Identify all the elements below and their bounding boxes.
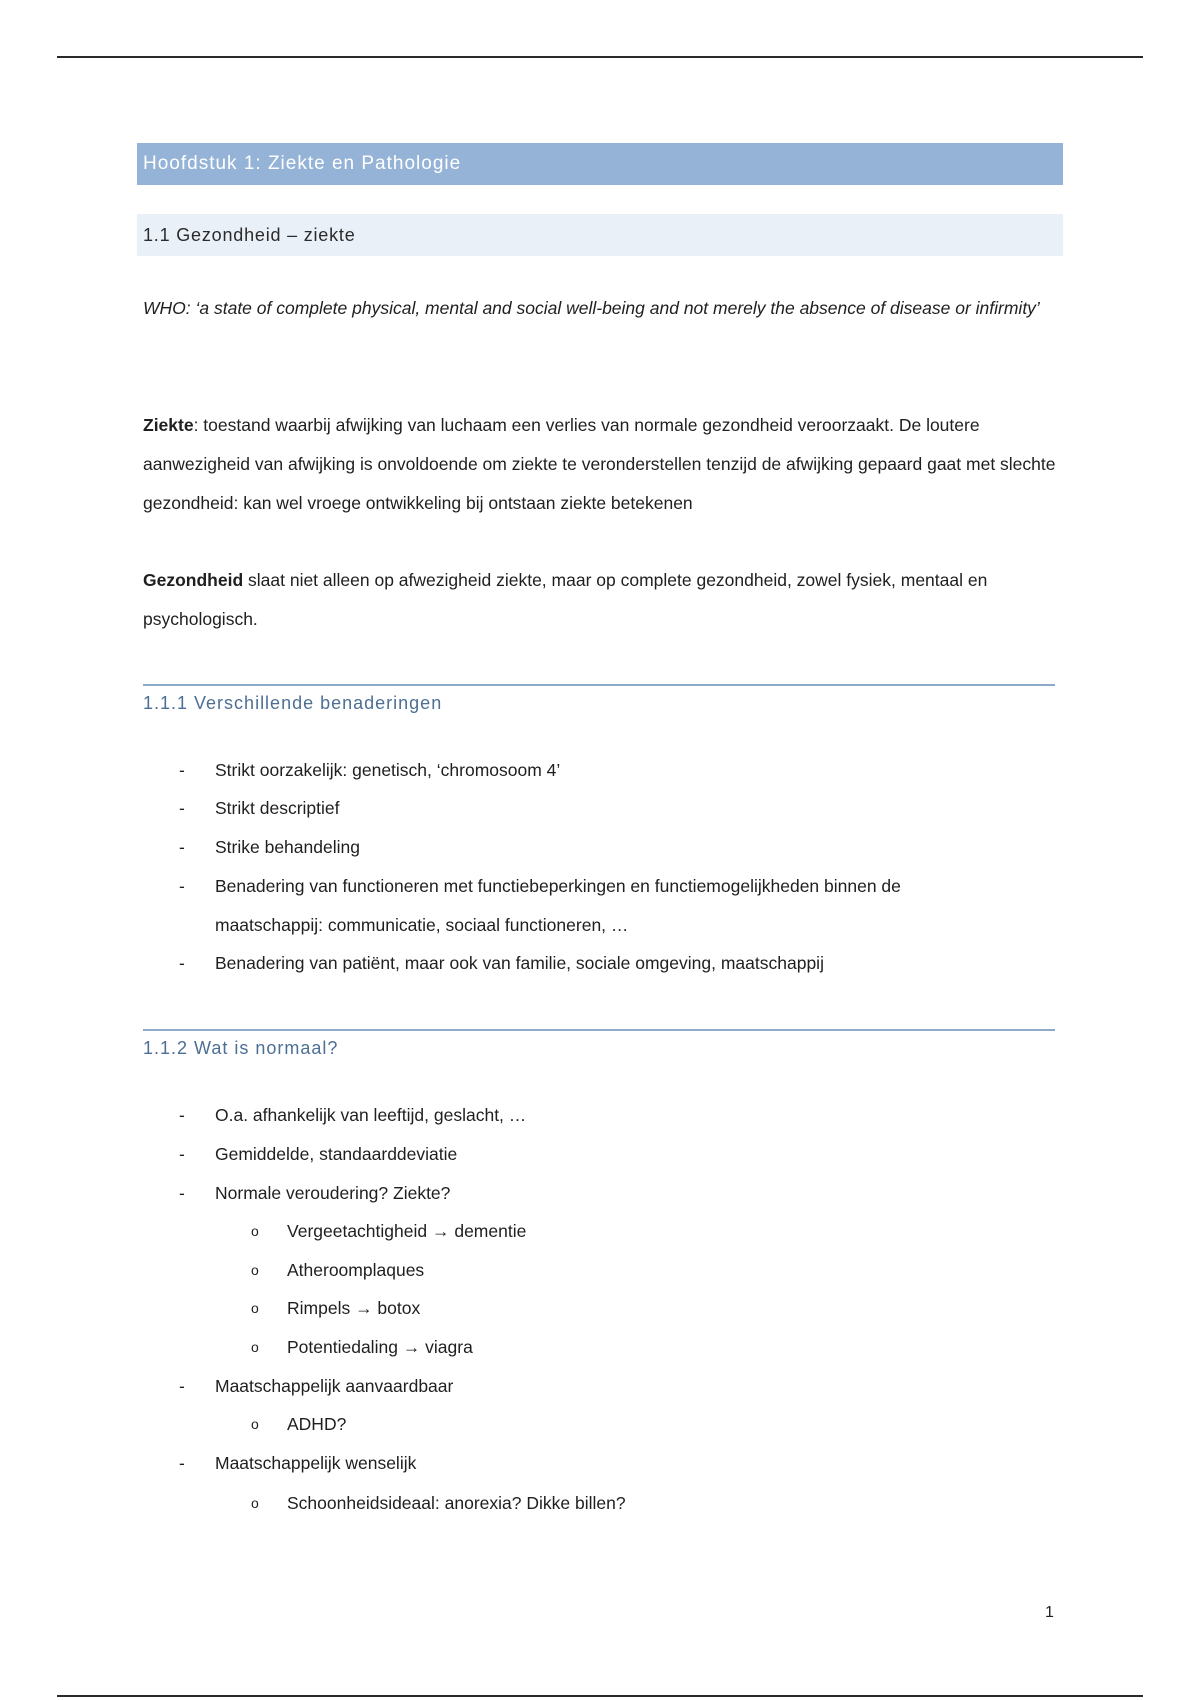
circle-bullet-icon: o bbox=[251, 1262, 259, 1278]
list-dash: - bbox=[179, 1144, 185, 1164]
sub-list-item-text: Potentiedaling → viagra bbox=[287, 1337, 473, 1357]
list-item-text: Maatschappelijk aanvaardbaar bbox=[215, 1376, 454, 1396]
list-dash: - bbox=[179, 1105, 185, 1125]
sub-list-item-text: Vergeetachtigheid → dementie bbox=[287, 1221, 527, 1241]
list-item-text: Normale veroudering? Ziekte? bbox=[215, 1183, 451, 1203]
who-quote bbox=[143, 289, 1063, 328]
circle-bullet-icon: o bbox=[251, 1495, 259, 1511]
list-item-text: O.a. afhankelijk van leeftijd, geslacht, … bbox=[215, 1105, 527, 1125]
list-dash: - bbox=[179, 1376, 185, 1396]
gezondheid-term: Gezondheid bbox=[143, 570, 244, 590]
list-item-text: Maatschappelijk wenselijk bbox=[215, 1453, 417, 1473]
circle-bullet-icon: o bbox=[251, 1223, 259, 1239]
ziekte-definition: : toestand waarbij afwijking van luchaam een verlies van normale gezondheid veroorzaakt. De loutere aanwezigheid van afwijking is onvoldoende om ziekte te veronderstellen tenzijd de afwijking gepaard gaat met slechte gezondheid: kan wel vroege ontwikkeling bij ontstaan ziekte betekenen bbox=[143, 415, 1056, 513]
circle-bullet-icon: o bbox=[251, 1416, 259, 1432]
circle-bullet-icon: o bbox=[251, 1339, 259, 1355]
list-dash: - bbox=[179, 953, 185, 973]
section-heading-1-1: 1.1 Gezondheid – ziekte bbox=[137, 214, 1063, 256]
sub-list-item-text: ADHD? bbox=[287, 1414, 347, 1434]
ziekte-term: Ziekte bbox=[143, 415, 194, 435]
footer-rule bbox=[57, 1695, 1143, 1697]
list-item-text: Strikt oorzakelijk: genetisch, ‘chromosoom 4’ bbox=[215, 760, 561, 780]
list-dash: - bbox=[179, 1183, 185, 1203]
header-rule bbox=[57, 56, 1143, 58]
list-dash: - bbox=[179, 760, 185, 780]
list-dash: - bbox=[179, 798, 185, 818]
list-item-text: Benadering van patiënt, maar ook van familie, sociale omgeving, maatschappij bbox=[215, 953, 824, 973]
list-item-text: Benadering van functioneren met functiebeperkingen en functiemogelijkheden binnen de maatschappij: communicatie, sociaal functioneren, … bbox=[215, 876, 901, 935]
page-number: 1 bbox=[1045, 1604, 1054, 1621]
ziekte-paragraph bbox=[143, 406, 1063, 523]
list-item-text: Strike behandeling bbox=[215, 837, 360, 857]
sub-list-item-text: Atheroomplaques bbox=[287, 1260, 425, 1280]
section-heading-1-1-2: 1.1.2 Wat is normaal? bbox=[143, 1029, 1055, 1059]
list-dash: - bbox=[179, 876, 185, 896]
circle-bullet-icon: o bbox=[251, 1300, 259, 1316]
list-item-text: Gemiddelde, standaarddeviatie bbox=[215, 1144, 458, 1164]
who-quote-text: WHO: ‘a state of complete physical, mental and social well-being and not merely the absence of disease or infirmity’ bbox=[143, 298, 1040, 318]
sub-list-item-text: Schoonheidsideaal: anorexia? Dikke billen? bbox=[287, 1493, 626, 1513]
gezondheid-paragraph bbox=[143, 561, 1063, 639]
list-item-text: Strikt descriptief bbox=[215, 798, 340, 818]
chapter-heading: Hoofdstuk 1: Ziekte en Pathologie bbox=[137, 143, 1063, 185]
section-heading-1-1-1: 1.1.1 Verschillende benaderingen bbox=[143, 684, 1055, 714]
list-dash: - bbox=[179, 1453, 185, 1473]
list-dash: - bbox=[179, 837, 185, 857]
gezondheid-definition: slaat niet alleen op afwezigheid ziekte, maar op complete gezondheid, zowel fysiek, mentaal en psychologisch. bbox=[143, 570, 988, 629]
sub-list-item-text: Rimpels → botox bbox=[287, 1298, 421, 1318]
